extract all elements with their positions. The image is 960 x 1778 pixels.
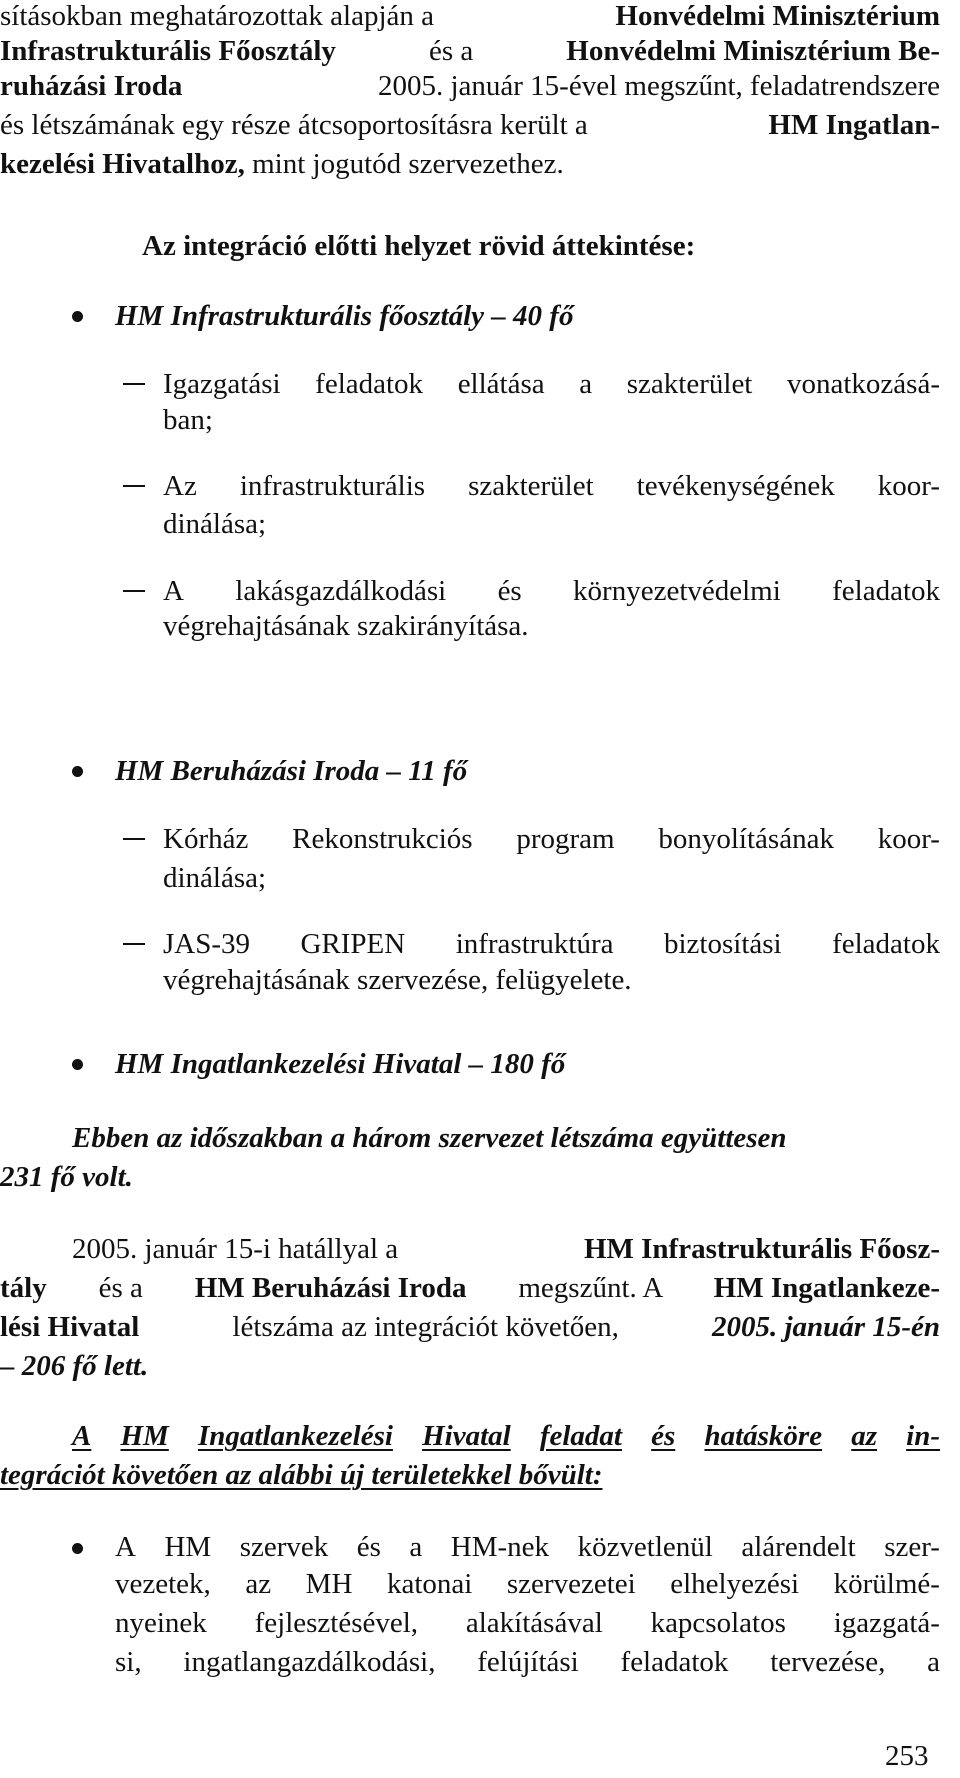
intro-bold: kezelési Hivatalhoz, [0,148,245,180]
word: GRIPEN [300,928,406,960]
change-line-1 [72,1235,940,1264]
new-task-line [115,1533,940,1562]
unit-title: HM Beruházási Iroda – 11 fő [115,755,468,787]
change-text: megszűnt. A [511,1272,670,1304]
intro-bold: Infrastrukturális Főosztály [0,35,336,67]
word: in- [906,1420,940,1452]
word: tevékenységének [636,470,835,502]
intro-line-5 [0,150,960,179]
task-line [163,370,940,399]
word: igazgatá- [833,1607,940,1639]
intro-line-4 [0,111,940,140]
intro-text: sításokban meghatározottak alapján a [0,0,442,32]
word: hatásköre [704,1420,823,1452]
dash-icon [123,943,145,945]
word: szer- [884,1531,940,1563]
change-line-3 [0,1313,940,1342]
dash-icon [123,838,145,840]
intro-line-3 [0,72,940,101]
intro-line-2 [0,37,940,66]
word: feladatok [315,368,424,400]
bullet-icon [72,311,83,322]
word: fejlesztésével, [254,1607,419,1639]
word: és [356,1531,381,1563]
word: Rekonstrukciós [292,823,473,855]
summary-line: 231 fő volt. [0,1161,133,1193]
word: szakterület [468,470,594,502]
intro-bold: ruházási Iroda [0,70,183,102]
word: feladat [539,1420,622,1452]
task-line: dinálása; [163,862,267,894]
change-bold: HM Ingatlankeze- [713,1272,940,1304]
word: vezetek, [115,1568,211,1600]
word: infrastruktúra [455,928,614,960]
word: Az [163,470,197,502]
word: a [409,1531,423,1563]
word: Igazgatási [163,368,281,400]
task-line [163,472,940,501]
word: szervezetei [506,1568,636,1600]
intro-text: és a [421,35,481,67]
intro-bold: HM Ingatlan- [768,109,940,141]
change-text: létszáma az integrációt követően, [225,1311,627,1343]
change-bold: lési Hivatal [0,1311,140,1343]
new-task-line [115,1609,940,1638]
bullet-icon [72,766,83,777]
word: biztosítási [664,928,782,960]
change-text: és a [91,1272,151,1304]
word: környezetvédelmi [573,575,781,607]
task-line [163,577,940,606]
word: az [851,1420,878,1452]
word: és [497,575,522,607]
change-bold-italic: 2005. január 15-én [711,1311,940,1343]
word: alárendelt [741,1531,856,1563]
word: A [72,1420,92,1452]
word: vonatkozásá- [787,368,940,400]
word: A [163,575,184,607]
task-line: végrehajtásának szakirányítása. [163,610,529,642]
dash-icon [123,485,145,487]
intro-text: 2005. január 15-ével megszűnt, feladatrendszere [370,70,940,102]
new-task-line [115,1648,940,1677]
intro-bold: Honvédelmi Minisztérium [615,0,940,32]
dash-icon [123,383,145,385]
word: közvetlenül [577,1531,713,1563]
word: HM-nek [450,1531,550,1563]
intro-text: mint jogutód szervezethez. [244,148,564,180]
change-bold: HM Infrastrukturális Főosz- [583,1233,940,1265]
word: kapcsolatos [650,1607,786,1639]
word: MH [305,1568,353,1600]
word: a [579,368,593,400]
summary-line: Ebben az időszakban a három szervezet létszáma együttesen [72,1122,787,1154]
word: ingatlangazdálkodási, [183,1646,436,1678]
change-bold: tály [0,1272,47,1304]
bullet-icon [72,1543,83,1554]
word: JAS-39 [163,928,251,960]
word: szakterület [626,368,753,400]
word: elhelyezési [670,1568,800,1600]
unit-title: HM Ingatlankezelési Hivatal – 180 fő [115,1048,566,1080]
word: felújítási [477,1646,579,1678]
word: HM [120,1420,169,1452]
word: szervek [239,1531,329,1563]
new-task-line [115,1570,940,1599]
dash-icon [123,590,145,592]
new-heading-line: tegrációt követően az alábbi új területekkel bővült: [0,1459,603,1491]
word: körülmé- [833,1568,940,1600]
word: HM [164,1531,212,1563]
change-text: 2005. január 15-i hatállyal a [72,1233,406,1265]
change-line-4: – 206 fő lett. [0,1350,149,1382]
intro-bold: Honvédelmi Minisztérium Be- [566,35,940,67]
page-number: 253 [885,1740,929,1772]
task-line: dinálása; [163,508,267,540]
word: program [516,823,615,855]
intro-line-1 [0,2,940,31]
word: infrastrukturális [239,470,426,502]
word: nyeinek [115,1607,207,1639]
word: Hivatal [422,1420,511,1452]
new-heading-line [72,1422,940,1451]
task-line: ban; [163,404,213,436]
section-heading: Az integráció előtti helyzet rövid áttekintése: [142,230,696,262]
word: koor- [877,470,940,502]
word: alakításával [465,1607,603,1639]
word: feladatok [620,1646,729,1678]
word: feladatok [832,928,940,960]
word: az [245,1568,272,1600]
word: A [115,1531,136,1563]
word: tervezése, [770,1646,886,1678]
word: feladatok [832,575,940,607]
word: ellátása [457,368,545,400]
word: katonai [386,1568,473,1600]
word: Ingatlankezelési [197,1420,393,1452]
task-line [163,825,940,854]
word: és [651,1420,676,1452]
unit-title: HM Infrastrukturális főosztály – 40 fő [115,300,574,332]
bullet-icon [72,1059,83,1070]
word: a [927,1646,940,1678]
change-bold: HM Beruházási Iroda [194,1272,467,1304]
change-line-2 [0,1274,940,1303]
word: koor- [877,823,940,855]
task-line: végrehajtásának szervezése, felügyelete. [163,964,632,996]
word: Kórház [163,823,249,855]
intro-text: és létszámának egy része átcsoportosításra került a [0,109,596,141]
task-line [163,930,940,959]
word: si, [115,1646,142,1678]
word: bonyolításának [658,823,834,855]
word: lakásgazdálkodási [235,575,447,607]
